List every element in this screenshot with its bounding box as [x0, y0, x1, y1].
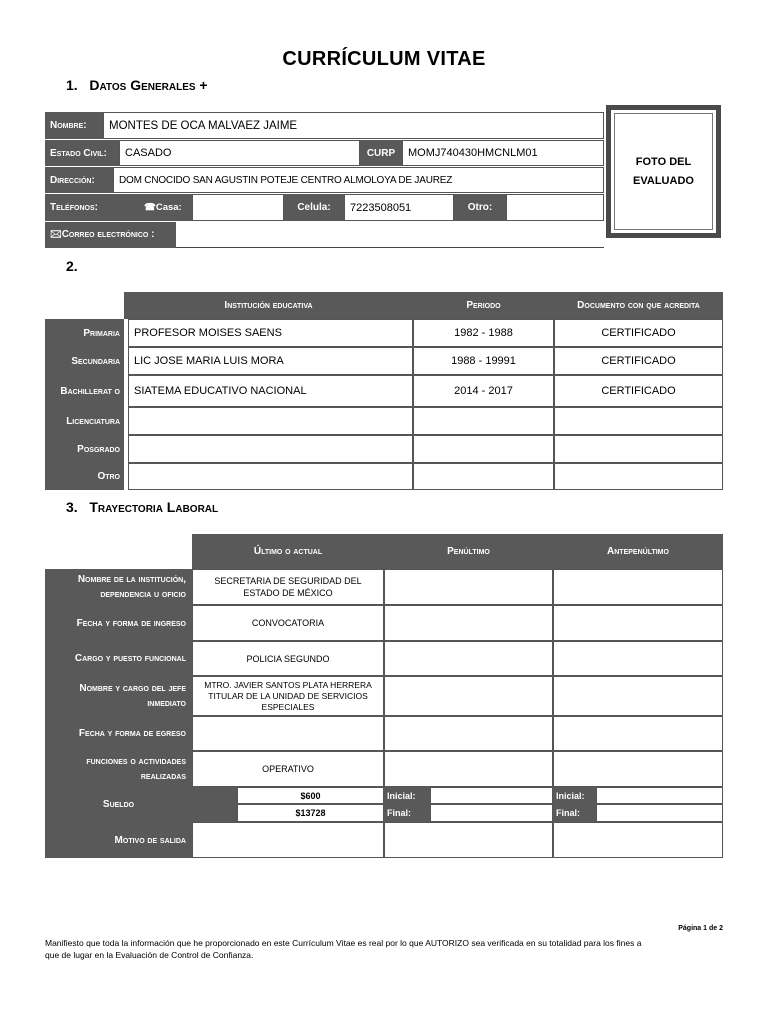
celular-field[interactable]: 7223508051 [344, 194, 454, 221]
work-egreso-current[interactable] [192, 716, 384, 751]
work-funciones-current[interactable]: OPERATIVO [192, 751, 384, 787]
edu-institution-posgrado[interactable] [128, 435, 413, 463]
photo-label-line-2: EVALUADO [633, 174, 694, 187]
edu-period-secundaria[interactable]: 1988 - 19991 [413, 347, 554, 375]
footer-statement [45, 937, 725, 961]
sueldo-final-current[interactable]: $13728 [237, 804, 384, 822]
curp-label: CURP [360, 140, 402, 166]
work-institution-antepenultimate[interactable] [553, 569, 723, 605]
sueldo-inicial-antepenultimate[interactable] [596, 787, 723, 804]
edu-document-otro[interactable] [554, 463, 723, 490]
edu-level-otro: Otro [97, 471, 120, 482]
work-header-current: Último o actual [192, 534, 384, 569]
otro-field[interactable] [506, 194, 604, 221]
estado-civil-field[interactable]: CASADO [119, 140, 360, 166]
edu-period-bachillerato[interactable]: 2014 - 2017 [413, 375, 554, 407]
work-label-funciones: funciones o actividades realizadas [86, 756, 186, 782]
work-egreso-penultimate[interactable] [384, 716, 553, 751]
work-ingreso-current[interactable]: CONVOCATORIA [192, 605, 384, 641]
edu-document-bachillerato[interactable]: CERTIFICADO [554, 375, 723, 407]
casa-label: ☎Casa: [144, 194, 192, 221]
work-jefe-penultimate[interactable] [384, 676, 553, 716]
work-label-sueldo: Sueldo [102, 799, 135, 810]
edu-header-period: Periodo [413, 292, 554, 319]
edu-level-secundaria: Secundaria [71, 355, 120, 367]
estado-civil-label: Estado Civil: [45, 140, 119, 166]
sueldo-inicial-label-antepenultimate: Inicial: [553, 787, 596, 804]
work-cargo-current[interactable]: POLICIA SEGUNDO [192, 641, 384, 676]
work-motivo-antepenultimate[interactable] [553, 822, 723, 858]
edu-level-primaria: Primaria [83, 327, 120, 339]
footer-line-2: que de lugar en la Evaluación de Control de Confianza. [45, 950, 254, 960]
work-cargo-penultimate[interactable] [384, 641, 553, 676]
nombre-label: Nombre: [45, 112, 103, 139]
edu-level-posgrado: Posgrado [77, 443, 120, 455]
work-motivo-current[interactable] [192, 822, 384, 858]
work-label-institution: Nombre de la institución, dependencia u oficio [77, 574, 186, 600]
direccion-field[interactable]: DOM CNOCIDO SAN AGUSTIN POTEJE CENTRO ALMOLOYA DE JAUREZ [113, 167, 604, 193]
work-institution-penultimate[interactable] [384, 569, 553, 605]
section-2-heading: 2. [66, 258, 78, 274]
edu-level-licenciatura: Licenciatura [66, 415, 120, 427]
work-funciones-antepenultimate[interactable] [553, 751, 723, 787]
work-label-cargo: Cargo y puesto funcional [74, 653, 186, 664]
section-3-heading: 3. Trayectoria Laboral [66, 499, 219, 515]
curp-field[interactable]: MOMJ740430HMCNLM01 [402, 140, 604, 166]
sueldo-inicial-label-penultimate: Inicial: [384, 787, 430, 804]
correo-label: 🖂Correo electrónico : [45, 222, 176, 248]
telefonos-label-text: Teléfonos: [50, 202, 98, 213]
work-motivo-penultimate[interactable] [384, 822, 553, 858]
work-header-penultimate: Penúltimo [384, 534, 553, 569]
edu-institution-secundaria[interactable]: LIC JOSE MARIA LUIS MORA [128, 347, 413, 375]
photo-box [606, 105, 721, 238]
nombre-field[interactable]: MONTES DE OCA MALVAEZ JAIME [103, 112, 604, 139]
edu-document-primaria[interactable]: CERTIFICADO [554, 319, 723, 347]
sueldo-final-label-penultimate: Final: [384, 804, 430, 822]
edu-document-licenciatura[interactable] [554, 407, 723, 435]
work-label-motivo: Motivo de salida [114, 834, 186, 846]
edu-institution-otro[interactable] [128, 463, 413, 490]
work-ingreso-penultimate[interactable] [384, 605, 553, 641]
sueldo-inicial-penultimate[interactable] [430, 787, 553, 804]
casa-field[interactable] [192, 194, 284, 221]
edu-period-posgrado[interactable] [413, 435, 554, 463]
sueldo-final-label-antepenultimate: Final: [553, 804, 596, 822]
document-title: CURRÍCULUM VITAE [282, 48, 486, 70]
edu-period-otro[interactable] [413, 463, 554, 490]
work-label-egreso: Fecha y forma de egreso [78, 728, 186, 739]
work-label-ingreso: Fecha y forma de ingreso [76, 617, 186, 629]
work-jefe-current[interactable]: MTRO. JAVIER SANTOS PLATA HERRERA TITULAR DE LA UNIDAD DE SERVICIOS ESPECIALES [192, 676, 384, 716]
edu-institution-primaria[interactable]: PROFESOR MOISES SAENS [128, 319, 413, 347]
page-number: Página 1 de 2 [678, 925, 723, 932]
photo-placeholder [614, 113, 713, 230]
sueldo-final-penultimate[interactable] [430, 804, 553, 822]
work-cargo-antepenultimate[interactable] [553, 641, 723, 676]
edu-header-institution: Institución educativa [124, 292, 413, 319]
edu-document-posgrado[interactable] [554, 435, 723, 463]
edu-period-primaria[interactable]: 1982 - 1988 [413, 319, 554, 347]
work-header-antepenultimate: Antepenúltimo [553, 534, 723, 569]
footer-line-1: Manifiesto que toda la información que he proporcionado en este Currículum Vitae es real por lo que AUTORIZO sea verificada en su totalidad para los fines a [45, 938, 642, 948]
sueldo-inicial-current[interactable]: $600 [237, 787, 384, 804]
edu-document-secundaria[interactable]: CERTIFICADO [554, 347, 723, 375]
work-funciones-penultimate[interactable] [384, 751, 553, 787]
edu-header-document: Documento con que acredita [554, 292, 723, 319]
work-ingreso-antepenultimate[interactable] [553, 605, 723, 641]
work-institution-current[interactable]: SECRETARIA DE SEGURIDAD DEL ESTADO DE MÉXICO [192, 569, 384, 605]
work-label-jefe: Nombre y cargo del jefe inmediato [79, 683, 186, 709]
edu-level-bachillerato: Bachillerat o [60, 385, 120, 397]
correo-field[interactable] [176, 222, 604, 248]
work-jefe-antepenultimate[interactable] [553, 676, 723, 716]
edu-institution-bachillerato[interactable]: SIATEMA EDUCATIVO NACIONAL [128, 375, 413, 407]
otro-label: Otro: [454, 194, 506, 221]
work-egreso-antepenultimate[interactable] [553, 716, 723, 751]
direccion-label: Dirección: [45, 167, 113, 193]
sueldo-final-antepenultimate[interactable] [596, 804, 723, 822]
sueldo-spacer [192, 787, 237, 822]
celular-label: Celula: [284, 194, 344, 221]
edu-period-licenciatura[interactable] [413, 407, 554, 435]
photo-label-line-1: FOTO DEL [635, 155, 692, 168]
section-1-heading: 1. Datos Generales + [66, 77, 208, 93]
edu-institution-licenciatura[interactable] [128, 407, 413, 435]
